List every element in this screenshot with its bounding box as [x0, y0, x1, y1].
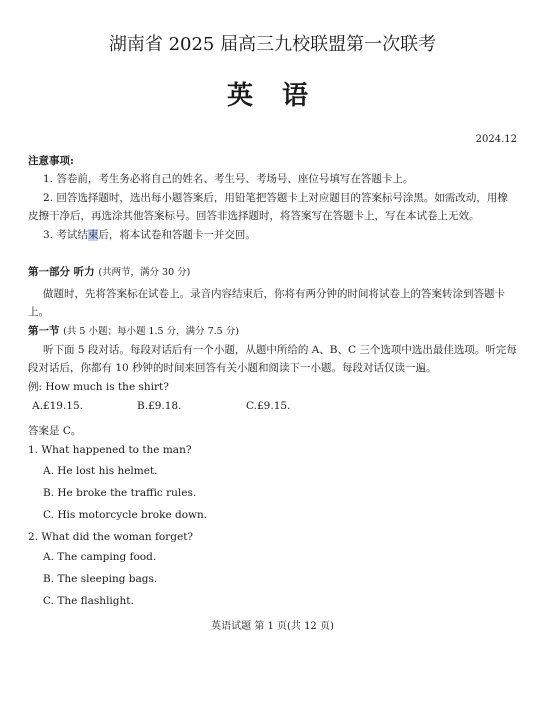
section1-intro-line-1: 听下面 5 段对话。每段对话后有一个小题，从题中所给的 A、B、C 三个选项中选出最佳选项。听完每 [43, 344, 517, 356]
question-1-option-b: B. He broke the traffic rules. [43, 487, 197, 499]
section1-heading [28, 323, 239, 338]
notice-item-3 [43, 227, 256, 242]
example-option-a: A.£19.15. [32, 400, 83, 412]
question-2-stem: 2. What did the woman forget? [28, 531, 194, 543]
question-2-option-a: A. The camping food. [43, 551, 157, 563]
page-footer: 英语试题 第 1 页(共 12 页) [211, 621, 334, 632]
part1-heading [28, 264, 190, 279]
text-selection-highlight: 束 [87, 229, 99, 241]
notice-heading: 注意事项: [28, 155, 74, 167]
section1-intro-line-2: 段对话后，你都有 10 秒钟的时间来回答有关小题和阅读下一小题。每段对话仅读一遍。 [28, 362, 437, 374]
part1-intro-line-1: 做题时，先将答案标在试卷上。录音内容结束后，你将有两分钟的时间将试卷上的答案转涂到答题卡 [43, 288, 505, 300]
question-1-option-c: C. His motorcycle broke down. [43, 509, 208, 521]
exam-date: 2024.12 [475, 134, 517, 145]
notice-item-2-line-2: 皮擦干净后，再选涂其他答案标号。回答非选择题时，将答案写在答题卡上，写在本试卷上无效。 [28, 210, 480, 222]
notice-item-1: 1. 答卷前，考生务必将自己的姓名、考生号、考场号、座位号填写在答题卡上。 [43, 173, 414, 185]
example-answer: 答案是 C。 [28, 425, 82, 437]
notice-item-3-start: 3. 考试结 [43, 229, 88, 241]
question-2-option-b: B. The sleeping bags. [43, 573, 158, 585]
example-question: 例: How much is the shirt? [28, 381, 169, 393]
example-option-b: B.£9.18. [137, 400, 182, 412]
exam-title: 湖南省 2025 届高三九校联盟第一次联考 [108, 34, 437, 55]
part1-intro-line-2: 上。 [28, 306, 49, 318]
part1-heading-note: (共两节，满分 30 分) [98, 267, 191, 278]
section1-heading-text: 第一节 [28, 325, 60, 337]
section1-heading-note: (共 5 小题；每小题 1.5 分，满分 7.5 分) [63, 326, 239, 337]
question-2-option-c: C. The flashlight. [43, 595, 134, 607]
question-1-option-a: A. He lost his helmet. [43, 465, 158, 477]
notice-item-3-end: 后，将本试卷和答题卡一并交回。 [98, 229, 256, 241]
part1-heading-text: 第一部分 听力 [28, 266, 95, 278]
notice-item-2-line-1: 2. 回答选择题时，选出每小题答案后，用铅笔把答题卡上对应题目的答案标号涂黑。如需改动，用橡 [43, 192, 508, 204]
example-option-c: C.£9.15. [246, 400, 291, 412]
question-1-stem: 1. What happened to the man? [28, 444, 192, 456]
subject-title: 英 语 [226, 81, 319, 111]
